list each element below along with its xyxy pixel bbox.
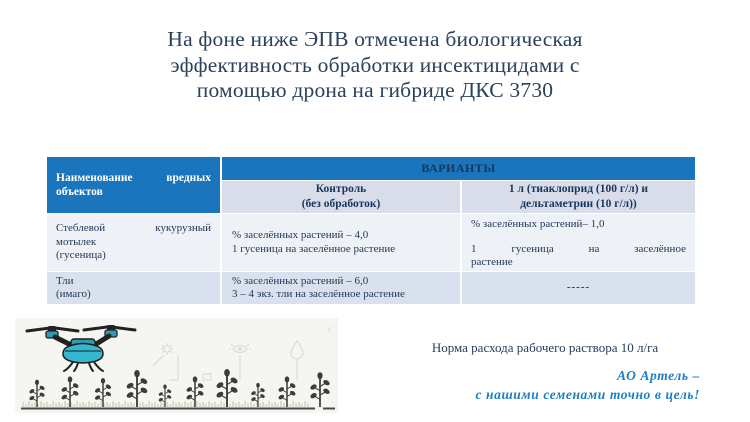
results-table [47, 157, 695, 304]
pest-line1: Тли [56, 274, 74, 287]
tagline-line-2: с нашими семенами точно в цель! [475, 386, 700, 402]
control-cell-corn-borer [222, 214, 460, 271]
treatment-cell-corn-borer [462, 214, 695, 271]
treatment-word: гусеница [511, 242, 554, 255]
treatment-word: заселённое [634, 242, 686, 255]
corner-mark: c [328, 324, 332, 334]
subheader-control-line1: Контроль [315, 183, 367, 195]
treatment-word: на [588, 242, 600, 255]
company-tagline [390, 367, 700, 404]
subheader-control-line2: (без обработок) [301, 198, 381, 210]
treatment-value-last-line: растение [471, 256, 513, 268]
pest-line2: (имаго) [56, 288, 91, 300]
pest-cell-corn-borer [47, 214, 220, 271]
treatment-value-line1: % заселённых растений– 1,0 [471, 218, 605, 230]
subheader-treatment-line2: дельтаметрин (10 г/л)) [520, 198, 637, 210]
pest-word: кукурузный [155, 222, 211, 235]
control-value-line1: % заселённых растений – 6,0 [232, 274, 369, 287]
spray-rate-note: Норма расхода рабочего раствора 10 л/га [431, 340, 659, 355]
control-cell-aphids [222, 272, 460, 304]
pest-line2: мотылек [56, 235, 97, 248]
header-pest-name-line1 [56, 171, 211, 186]
slide-title-line-1: На фоне ниже ЭПВ отмечена биологическая [167, 27, 583, 51]
control-value-line1: % заселённых растений – 4,0 [232, 229, 369, 241]
pest-cell-aphids [47, 272, 220, 304]
header-word: вредных [166, 171, 211, 184]
control-value-line2: 3 – 4 экз. тли на заселённое растение [232, 288, 405, 300]
spacer [471, 232, 686, 243]
variants-subheader-row [222, 181, 695, 213]
treatment-justified-line [471, 243, 686, 257]
treatment-word: 1 [471, 242, 477, 255]
header-word: Наименование [56, 171, 133, 184]
slide-title-line-3: помощью дрона на гибриде ДКС 3730 [196, 78, 554, 102]
table-row [47, 214, 695, 271]
tagline-line-1: АО Артель – [617, 368, 700, 383]
header-pest-name-cell [47, 157, 220, 213]
control-value-line2: 1 гусеница на заселённое растение [232, 242, 396, 255]
drone-illustration [15, 318, 338, 413]
slide-title [40, 27, 710, 104]
subheader-control-cell [222, 181, 460, 213]
pest-line3: (гусеница) [56, 249, 106, 262]
treatment-cell-aphids: ----- [462, 272, 695, 304]
header-variants-group [222, 157, 695, 213]
pest-word: Стеблевой [56, 222, 106, 235]
subheader-treatment-line1: 1 л (тиаклоприд (100 г/л) и [508, 183, 649, 195]
table-row [47, 272, 695, 304]
table-header [47, 157, 695, 213]
slide-title-line-2: эффективность обработки инсектицидами с [170, 52, 580, 77]
subheader-treatment-cell [462, 181, 695, 213]
pest-line1 [56, 222, 211, 236]
variants-band: ВАРИАНТЫ [222, 157, 695, 180]
header-pest-name-line2: объектов [56, 186, 103, 198]
